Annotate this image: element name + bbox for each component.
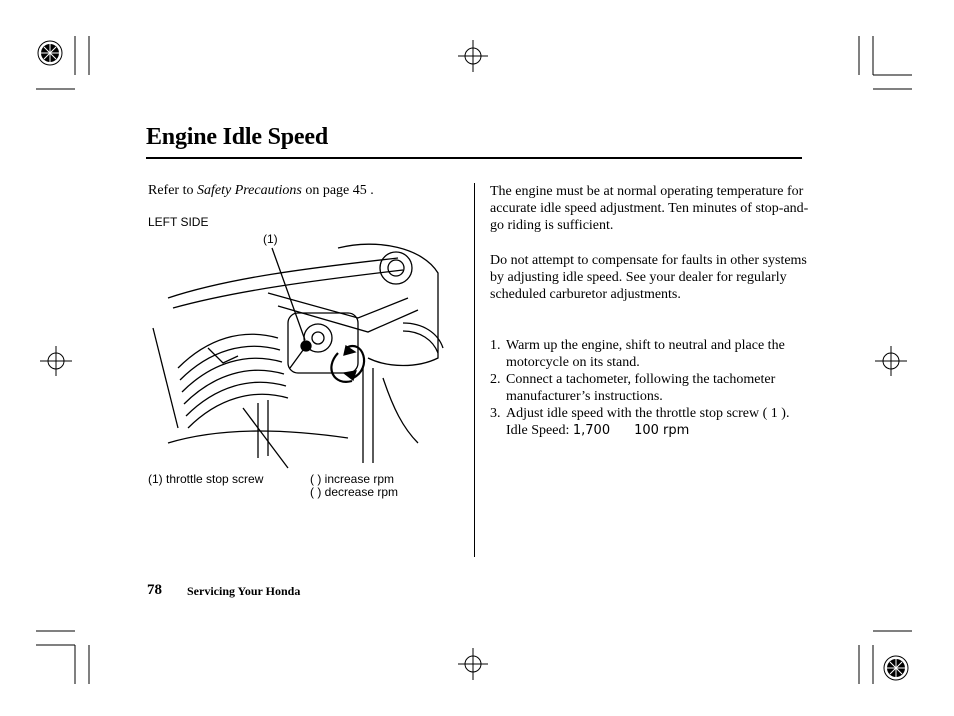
- idle-speed-spec: [490, 422, 810, 439]
- idle-speed-label: Idle Speed:: [506, 423, 573, 438]
- paragraph-temperature: The engine must be at normal operating temperature for accurate idle speed adjustment. Ten minutes of stop-and-go riding is sufficient.: [490, 184, 809, 233]
- engine-illustration: [148, 228, 448, 473]
- safety-reference: [148, 182, 374, 199]
- list-item: 2. Connect a tachometer, following the tachometer manufacturer’s instructions.: [490, 372, 776, 404]
- page-number: 78: [147, 582, 162, 598]
- idle-speed-value: 1,700: [572, 423, 611, 438]
- paragraph-faults: Do not attempt to compensate for faults in other systems by adjusting idle speed. See your dealer for regularly scheduled carburetor adjustments.: [490, 253, 807, 302]
- page-title: Engine Idle Speed: [146, 124, 328, 150]
- procedure-steps: [490, 337, 810, 439]
- callout-1: (1): [263, 232, 278, 246]
- list-item: 1. Warm up the engine, shift to neutral and place the motorcycle on its stand.: [490, 338, 785, 370]
- section-footer: Servicing Your Honda: [187, 584, 301, 598]
- column-divider: [474, 183, 475, 557]
- refer-suffix: on page 45 .: [301, 183, 374, 198]
- caption-throttle-stop-screw: (1) throttle stop screw: [148, 472, 264, 486]
- caption-increase-rpm: ( ) increase rpm: [310, 472, 395, 486]
- figure-label: LEFT SIDE: [148, 215, 209, 229]
- refer-prefix: Refer to: [148, 183, 197, 198]
- list-item: 3. Adjust idle speed with the throttle stop screw ( 1 ).: [490, 406, 790, 421]
- safety-precautions-link[interactable]: Safety Precautions: [196, 183, 302, 198]
- idle-speed-tolerance: 100 rpm: [634, 423, 690, 438]
- caption-decrease-rpm: ( ) decrease rpm: [310, 485, 399, 499]
- title-underline: [146, 157, 802, 159]
